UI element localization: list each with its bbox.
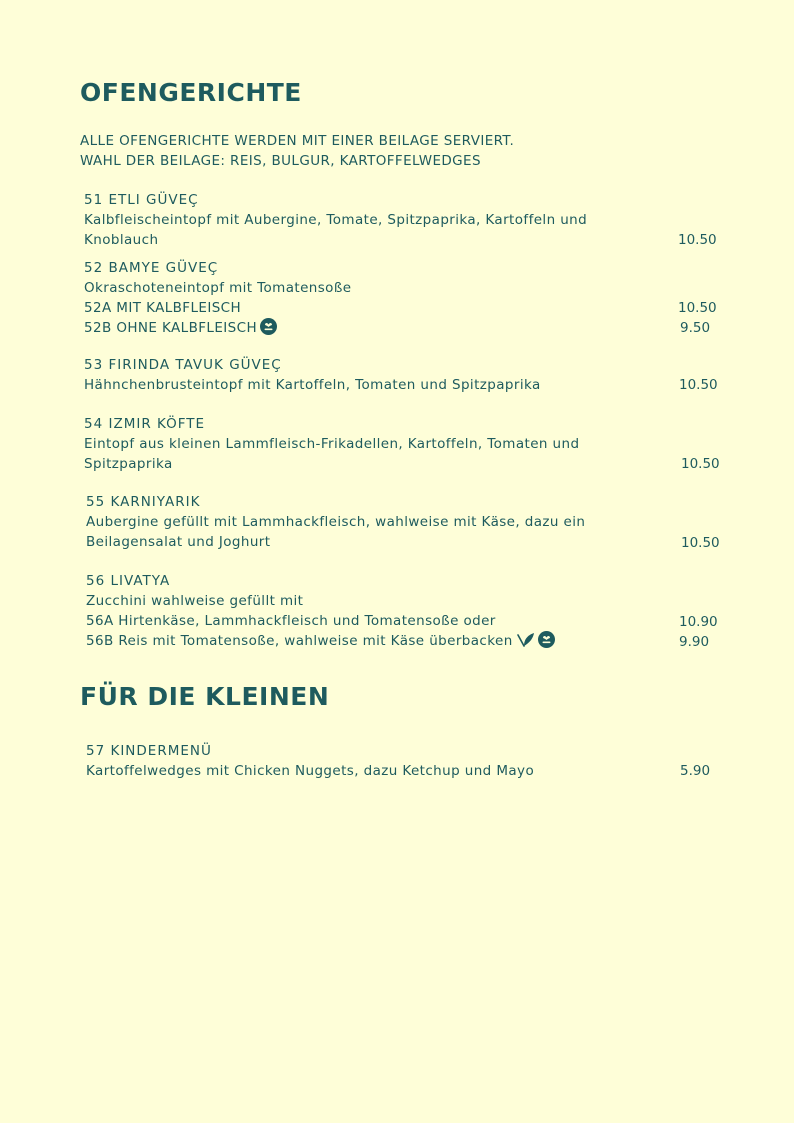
item-description: Kartoffelwedges mit Chicken Nuggets, dazu Ketchup und Mayo xyxy=(86,763,535,779)
item-price: 10.50 xyxy=(678,232,717,248)
item-name: 57 KINDERMENÜ xyxy=(86,743,212,759)
item-description: Kalbfleischeintopf mit Aubergine, Tomate, Spitzpaprika, Kartoffeln und xyxy=(84,212,588,228)
item-price: 10.50 xyxy=(679,377,718,393)
item-name: 56 LIVATYA xyxy=(86,573,171,589)
item-price: 10.50 xyxy=(678,300,717,316)
item-option-row xyxy=(84,318,277,338)
vegan-badge-icon xyxy=(260,318,277,335)
item-description: Knoblauch xyxy=(84,232,159,248)
vegan-badge-icon xyxy=(538,631,555,648)
vegetarian-leaf-icon xyxy=(517,632,535,653)
section-title-ofengerichte: OFENGERICHTE xyxy=(80,78,302,107)
section-title-fuer-die-kleinen: FÜR DIE KLEINEN xyxy=(80,682,330,711)
item-price: 9.90 xyxy=(679,634,710,650)
item-price: 5.90 xyxy=(680,763,711,779)
item-option: 56A Hirtenkäse, Lammhackfleisch und Tomatensoße oder xyxy=(86,613,496,629)
item-option-row xyxy=(86,631,555,651)
intro-line-1: ALLE OFENGERICHTE WERDEN MIT EINER BEILAGE SERVIERT. xyxy=(80,133,515,149)
item-name: 51 ETLI GÜVEÇ xyxy=(84,192,199,208)
item-price: 9.50 xyxy=(680,320,711,336)
item-option: 56B Reis mit Tomatensoße, wahlweise mit Käse überbacken xyxy=(86,633,513,649)
item-description: Zucchini wahlweise gefüllt mit xyxy=(86,593,304,609)
item-price: 10.50 xyxy=(681,535,720,551)
intro-text xyxy=(80,131,514,171)
item-option: 52B OHNE KALBFLEISCH xyxy=(84,320,258,336)
item-name: 55 KARNIYARIK xyxy=(86,494,201,510)
item-description: Aubergine gefüllt mit Lammhackfleisch, wahlweise mit Käse, dazu ein xyxy=(86,514,586,530)
intro-line-2: WAHL DER BEILAGE: REIS, BULGUR, KARTOFFELWEDGES xyxy=(80,153,481,169)
item-name: 53 FIRINDA TAVUK GÜVEÇ xyxy=(84,357,282,373)
item-price: 10.50 xyxy=(681,456,720,472)
item-price: 10.90 xyxy=(679,614,718,630)
item-description: Eintopf aus kleinen Lammfleisch-Frikadellen, Kartoffeln, Tomaten und xyxy=(84,436,580,452)
item-description: Okraschoteneintopf mit Tomatensoße xyxy=(84,280,352,296)
item-name: 52 BAMYE GÜVEÇ xyxy=(84,260,219,276)
item-name: 54 IZMIR KÖFTE xyxy=(84,416,206,432)
item-description: Hähnchenbrusteintopf mit Kartoffeln, Tomaten und Spitzpaprika xyxy=(84,377,541,393)
item-option: 52A MIT KALBFLEISCH xyxy=(84,300,242,316)
item-description: Beilagensalat und Joghurt xyxy=(86,534,271,550)
item-description: Spitzpaprika xyxy=(84,456,173,472)
